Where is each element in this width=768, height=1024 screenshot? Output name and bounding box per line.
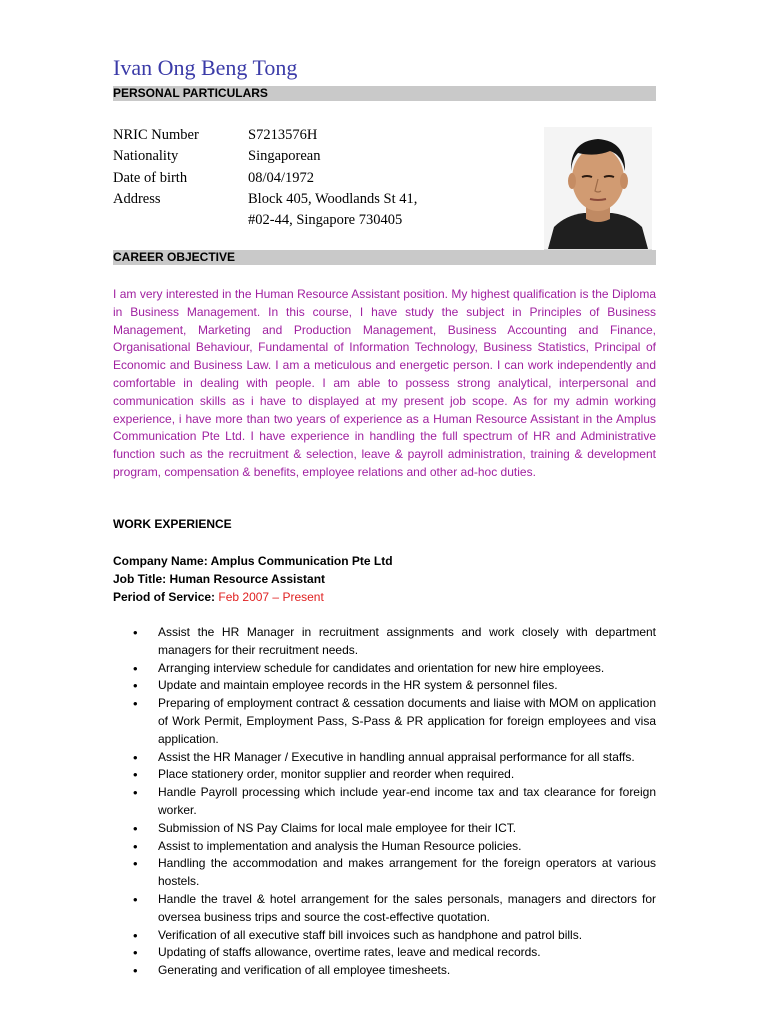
particular-value: #02-44, Singapore 730405 bbox=[248, 212, 403, 229]
list-item: • Update and maintain employee records in the HR system & personnel files. bbox=[113, 677, 656, 695]
list-item: • Handling the accommodation and makes arrangement for the foreign operators at various hostels. bbox=[113, 855, 656, 891]
candidate-name: Ivan Ong Beng Tong bbox=[113, 55, 298, 80]
list-item: • Arranging interview schedule for candidates and orientation for new hire employees. bbox=[113, 660, 656, 678]
particular-row-nationality bbox=[113, 146, 448, 167]
particular-row-nric bbox=[113, 125, 448, 146]
list-item: • Assist to implementation and analysis the Human Resource policies. bbox=[113, 838, 656, 856]
list-item: • Generating and verification of all employee timesheets. bbox=[113, 962, 656, 980]
list-item: • Assist the HR Manager in recruitment assignments and work closely with department managers for their recruitment needs. bbox=[113, 624, 656, 660]
job-duties-list bbox=[113, 624, 656, 980]
list-item: • Place stationery order, monitor supplier and reorder when required. bbox=[113, 766, 656, 784]
list-item: • Verification of all executive staff bill invoices such as handphone and patrol bills. bbox=[113, 927, 656, 945]
particular-value: Singaporean bbox=[248, 148, 321, 165]
personal-particulars-heading: PERSONAL PARTICULARS bbox=[113, 86, 656, 101]
particular-label bbox=[113, 210, 248, 231]
particular-value: 08/04/1972 bbox=[248, 169, 315, 186]
work-experience-heading: WORK EXPERIENCE bbox=[113, 517, 232, 531]
particular-row-address bbox=[113, 189, 448, 210]
period-value: Feb 2007 – Present bbox=[218, 589, 324, 604]
portrait-image bbox=[544, 127, 652, 249]
personal-particulars-table bbox=[113, 125, 448, 231]
profile-photo bbox=[544, 127, 652, 250]
particular-value: S7213576H bbox=[248, 127, 318, 143]
particular-label: Address bbox=[113, 190, 161, 207]
particular-row-dob bbox=[113, 168, 448, 189]
job-title: Job Title: Human Resource Assistant bbox=[113, 571, 326, 586]
job-details bbox=[113, 553, 393, 606]
list-item: • Handle the travel & hotel arrangement for the sales personals, managers and directors for oversea business trips and source the cost-effective quotation. bbox=[113, 891, 656, 927]
particular-value: Block 405, Woodlands St 41, bbox=[248, 190, 418, 207]
list-item: • Assist the HR Manager / Executive in handling annual appraisal performance for all staffs. bbox=[113, 749, 656, 767]
list-item: • Updating of staffs allowance, overtime rates, leave and medical records. bbox=[113, 944, 656, 962]
career-objective-text: I am very interested in the Human Resource Assistant position. My highest qualification is the Diploma in Business Management. In this course, I have study the subject in Principles of Business Management, Marketing and Production Management, Business Accounting and Finance, Organisational Behaviour, Fundamental of Information Technology, Business Statistics, Principal of Economic and Business Law. I am a meticulous and energetic person. I can work independently and comfortable in dealing with people. I am able to possess strong analytical, interpersonal and communication skills as i have to displayed at my present job scope. As for my admin working experience, i have more than two years of experience as a Human Resource Assistant in the Amplus Communication Pte Ltd. I have experience in handling the full spectrum of HR and Administrative function such as the recruitment & selection, leave & payroll administration, training & development program, compensation & benefits, employee relations and other ad-hoc duties. bbox=[113, 287, 656, 479]
list-item: • Handle Payroll processing which include year-end income tax and tax clearance for foreign worker. bbox=[113, 784, 656, 820]
particular-row-address-2 bbox=[113, 210, 448, 231]
list-item: • Preparing of employment contract & cessation documents and liaise with MOM on application of Work Permit, Employment Pass, S-Pass & PR application for foreign employees and visa application. bbox=[113, 695, 656, 748]
particular-label: Nationality bbox=[113, 148, 179, 165]
career-objective-heading: CAREER OBJECTIVE bbox=[113, 250, 656, 265]
particular-label: NRIC Number bbox=[113, 127, 199, 143]
list-item: • Submission of NS Pay Claims for local male employee for their ICT. bbox=[113, 820, 656, 838]
period-label: Period of Service: bbox=[113, 589, 216, 604]
company-name: Company Name: Amplus Communication Pte Ltd bbox=[113, 554, 393, 568]
period-of-service bbox=[113, 589, 393, 607]
particular-label: Date of birth bbox=[113, 169, 188, 186]
